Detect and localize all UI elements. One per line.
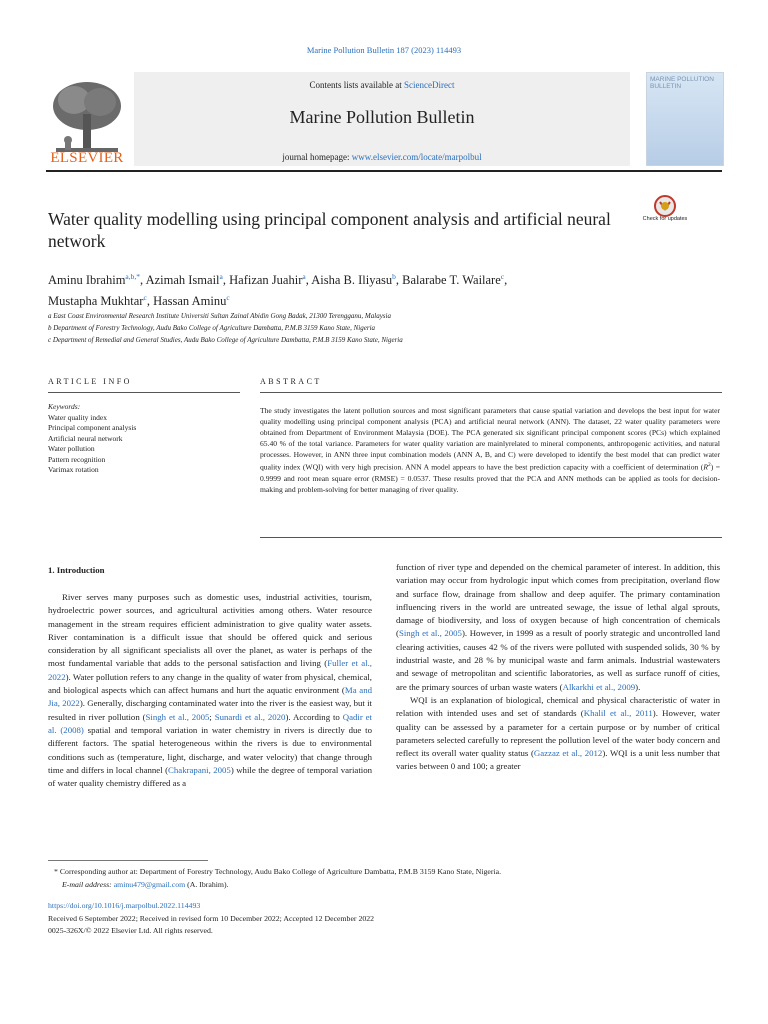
affiliation-a: a East Coast Environmental Research Institute Universiti Sultan Zainal Abidin Gong Badak, 21300 Terengganu, Malaysia: [48, 312, 391, 320]
article-title: Water quality modelling using principal component analysis and artificial neural network: [48, 209, 611, 251]
paragraph-text: ;: [209, 711, 215, 722]
citation-link[interactable]: Alkarkhi et al., 2009: [562, 681, 636, 692]
intro-right-column: [396, 561, 720, 774]
author-name[interactable]: Hassan Aminu: [153, 294, 227, 309]
doi-link[interactable]: https://doi.org/10.1016/j.marpolbul.2022.114493: [48, 901, 201, 910]
intro-left-column: [48, 591, 372, 790]
intro-paragraph: [396, 694, 720, 774]
elsevier-wordmark: ELSEVIER: [50, 150, 124, 166]
paragraph-text: function of river type and depended on the chemical parameter of interest. In addition, this variation may occur from hydrologic input which comes from precipitation, overland flow and surface flow, drainage from shallow and deep aquifer. The primary contamination influencing rivers in the world are untreated sewage, the issue of lethal algal sprouts, damage of biodiversity, and loss of oxygen because of high concentration of chemicals (: [396, 562, 720, 639]
author-affiliation-marker[interactable]: a: [219, 272, 223, 281]
email-line: [62, 879, 722, 890]
keywords-label: Keywords:: [48, 402, 81, 411]
paragraph-text: ). WQI is a unit less number that varies between 0 and 100; a greater: [396, 748, 720, 772]
check-for-updates-icon[interactable]: [648, 194, 682, 234]
citation-link[interactable]: Qadir et al. (2008): [48, 711, 372, 735]
author-affiliation-marker[interactable]: c: [500, 272, 505, 281]
citation-link[interactable]: Fuller et al., 2022: [48, 658, 372, 682]
author-list: [48, 268, 668, 310]
cover-title: MARINE POLLUTION BULLETIN: [650, 76, 714, 90]
intro-paragraph: [396, 561, 720, 694]
abstract-bottom-rule: [260, 537, 722, 538]
citation-link[interactable]: Ma and Jia, 2022: [48, 685, 372, 709]
keyword-item: Principal component analysis: [48, 423, 137, 432]
r-squared-symbol: R: [703, 462, 708, 472]
author-line-2: Mustapha Mukhtar$^c$, Hassan Aminu$^c$: [48, 293, 230, 309]
paragraph-text: ).: [635, 681, 641, 692]
author-name[interactable]: Balarabe T. Wailare: [402, 273, 501, 288]
received-dates: Received 6 September 2022; Received in revised form 10 December 2022; Accepted 12 December 2022: [48, 914, 375, 923]
citation-link[interactable]: Gazzaz et al., 2012: [533, 748, 603, 759]
contents-line: [134, 80, 630, 90]
contents-prefix: Contents lists available at: [309, 80, 404, 90]
author-name[interactable]: Hafizan Juahir: [229, 273, 303, 288]
intro-paragraph: [48, 591, 372, 790]
author-name[interactable]: Azimah Ismail: [145, 273, 220, 288]
check-for-updates-label[interactable]: Check for updates: [642, 216, 688, 222]
citation-link[interactable]: Singh et al., 2005: [145, 711, 210, 722]
email-link[interactable]: aminu479@gmail.com: [113, 880, 186, 889]
corresponding-author-note: * Corresponding author at: Department of Forestry Technology, Audu Bako College of Agriculture Dambatta, P.M.B 3159 Kano State, Nigeria.: [54, 867, 502, 876]
author-name[interactable]: Mustapha Mukhtar: [48, 294, 144, 309]
homepage-line: [134, 152, 630, 162]
author-name[interactable]: Aminu Ibrahim: [48, 273, 126, 288]
author-affiliation-marker[interactable]: c: [226, 293, 230, 303]
author-affiliation-marker[interactable]: b: [392, 272, 396, 281]
citation-link[interactable]: Sunardi et al., 2020: [214, 711, 286, 722]
author-affiliation-marker[interactable]: a,b,*: [125, 272, 141, 281]
email-suffix: (A. Ibrahim).: [185, 880, 229, 889]
keyword-item: Pattern recognition: [48, 454, 106, 464]
paragraph-text: ). However, in 1999 as a result of poorly strategic and uncontrolled land clearing activities, causes 42 % of the rivers were polluted with suspended solids, 30 % by industrial waste, and 28 % by municipal waste and farm animals. Industrial wastewaters and sewage of metropolitan and scientific laboratories, as well as surface runoff of cities, are the primary sources of urban waste waters (: [396, 628, 720, 692]
author-name[interactable]: Aisha B. Iliyasu: [311, 273, 393, 288]
journal-reference-link[interactable]: Marine Pollution Bulletin 187 (2023) 114493: [306, 45, 462, 55]
paragraph-text: ). Generally, discharging contaminated water into the river is the easiest way, but it resulted in river pollution (: [48, 698, 372, 722]
homepage-prefix: journal homepage:: [282, 152, 352, 162]
article-info-heading: ARTICLE INFO: [48, 377, 132, 386]
abstract-part-1: The study investigates the latent pollution sources and most significant parameters that cause spatial variation and develops the best input for water quality modelling using principal component analysis (PCA) and artificial neural network (ANN). The dataset, 22 water quality parameters were obtained from Department of Environment Malaysia (DOE). The PCA generated six significant principal component scores (PCs) which explained 65.40 % of the total variance. Parameters for water quality variation are mainlyrelated to mineral components, anthropogenic activities, and natural processes. However, in ANN three input combination models (ANN A, B, and C) were developed to identify the best model that can predict water quality index (WQI) with very high precision. ANN A model appears to have the best prediction capacity with a coefficient of determination (: [260, 406, 720, 472]
paragraph-text: River serves many purposes such as domestic uses, industrial activities, tourism, hydroelectric power sources, and agricultural activities among others. Water resource management in the stream requires efficient administration to give quality water assets. River contamination is a difficult issue that should be offered quick and serious consideration by all significant specialists all over the planet, as water is perhaps of the most fundamental variable that adds to the personal satisfaction and living (: [48, 592, 372, 669]
journal-title: Marine Pollution Bulletin: [289, 107, 475, 127]
keyword-item: Varimax rotation: [48, 465, 99, 474]
author-line-1: Aminu Ibrahim$^{a,b,*}$, Azimah Ismail$^a$, Hafizan Juahir$^a$, Aisha B. Iliyasu$^b$, Balarabe T. Wailare$^c$,: [48, 272, 508, 288]
journal-homepage-link[interactable]: www.elsevier.com/locate/marpolbul: [351, 152, 482, 162]
citation-link[interactable]: Chakrapani, 2005: [168, 764, 231, 775]
author-affiliation-marker[interactable]: a: [302, 272, 306, 281]
affiliation-c: c Department of Remedial and General Studies, Audu Bako College of Agriculture Dambatta, P.M.B 3159 Kano State, Nigeria: [48, 336, 403, 344]
affiliation-b: b Department of Forestry Technology, Audu Bako College of Agriculture Dambatta, P.M.B 3159 Kano State, Nigeria: [48, 324, 376, 332]
info-rule: [48, 392, 240, 393]
paragraph-text: ) while the degree of temporal variation of water quality chemistry differed as a: [48, 764, 373, 789]
paragraph-text: ). According to: [285, 711, 343, 722]
author-affiliation-marker[interactable]: c: [143, 293, 147, 303]
abstract-part-2: ) = 0.9999 and root mean square error (RMSE) = 0.0537. These results proved that the PCA and ANN methods can be applied as tools for decision-making and problem-solving for better managing of river quality.: [260, 462, 720, 494]
sciencedirect-link[interactable]: ScienceDirect: [404, 80, 455, 90]
footnote-rule: [48, 860, 208, 861]
email-label: E-mail address:: [62, 880, 114, 889]
abstract-heading: ABSTRACT: [260, 377, 322, 386]
paragraph-text: WQI is an explanation of biological, chemical and physical characteristic of water in relation with intended uses and set of standards (: [396, 694, 720, 719]
keyword-item: Water pollution: [48, 444, 95, 453]
paragraph-text: ). However, water quality can be assessed by a parameter for a certain purpose or by number of critical parameters selected carefully to represent the pollution level of the water body concern and reflect its overall water quality status (: [396, 708, 721, 759]
keyword-item: Water quality index: [48, 412, 107, 422]
abstract-rule: [260, 392, 722, 393]
r-squared-sup: 2: [707, 462, 711, 468]
keyword-item: Artificial neural network: [48, 433, 123, 443]
paragraph-text: ). Water pollution refers to any change in the quality of water from physical, chemical, and biological aspects which can affect humans and hurt the aquatic environment (: [48, 671, 372, 696]
citation-link[interactable]: Singh et al., 2005: [398, 628, 462, 639]
header-divider: [46, 170, 722, 172]
keywords-block: [48, 402, 238, 476]
citation-link[interactable]: Khalil et al., 2011: [583, 708, 653, 719]
paragraph-text: spatial and temporal variation in water chemistry in rivers is directly due to different factors. The spatial heterogeneous within the rivers is due to environmental conditions such as (temperature, light, discharge, and water velocity) that change through time and differs in local channel (: [48, 724, 372, 775]
section-heading-introduction: 1. Introduction: [48, 565, 105, 575]
copyright-line: 0025-326X/© 2022 Elsevier Ltd. All rights reserved.: [48, 926, 213, 935]
abstract-text: [260, 405, 720, 495]
